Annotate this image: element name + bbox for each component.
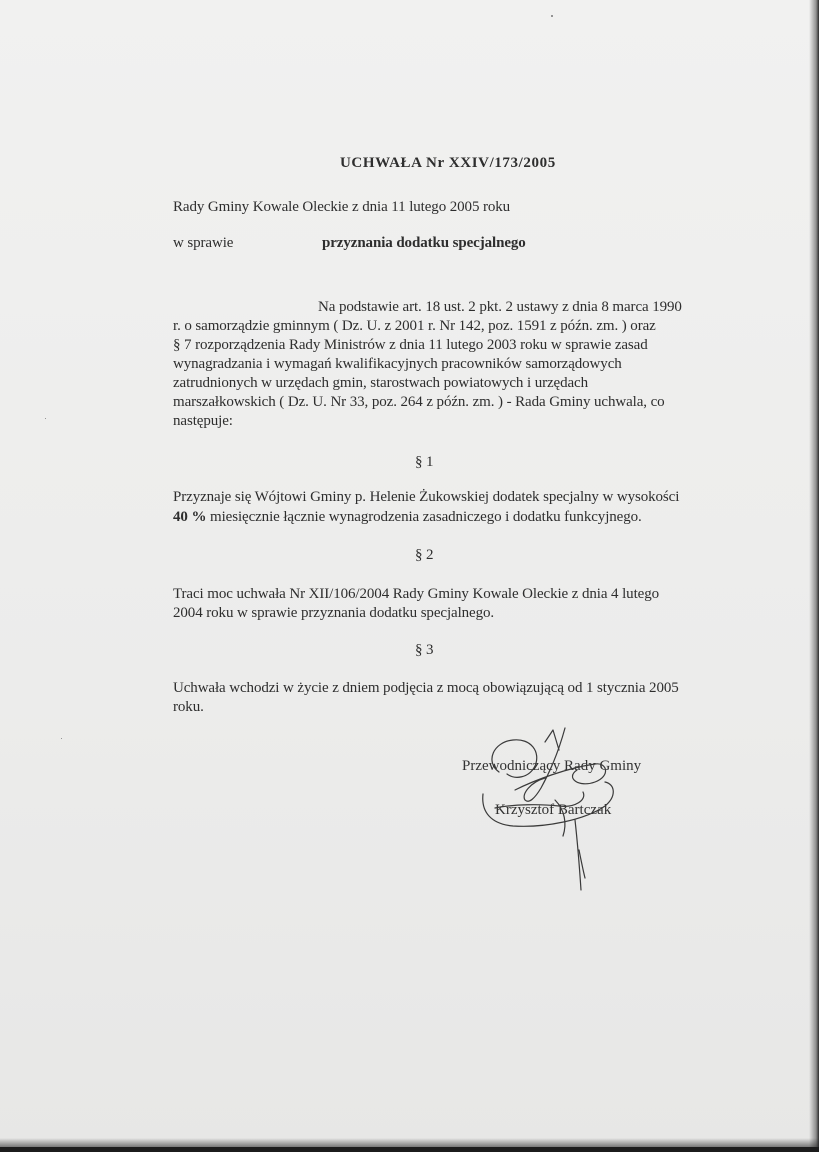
section-heading-3: § 3 bbox=[415, 642, 434, 658]
preamble-line: r. o samorządzie gminnym ( Dz. U. z 2001 r. Nr 142, poz. 1591 z późn. zm. ) oraz bbox=[173, 318, 656, 334]
section-3-line: Uchwała wchodzi w życie z dniem podjęcia z mocą obowiązującą od 1 stycznia 2005 bbox=[173, 680, 679, 696]
signatory-name: Krzysztof Bartczak bbox=[495, 802, 612, 818]
subject-label: w sprawie bbox=[173, 235, 234, 251]
preamble-line: zatrudnionych w urzędach gmin, starostwach powiatowych i urzędach bbox=[173, 375, 589, 391]
scan-shadow-right bbox=[809, 0, 819, 1152]
section-1-line bbox=[173, 507, 642, 528]
scan-speck bbox=[45, 418, 46, 419]
section-3-line: roku. bbox=[173, 699, 204, 715]
section-2-line: Traci moc uchwała Nr XII/106/2004 Rady Gminy Kowale Oleckie z dnia 4 lutego bbox=[173, 586, 659, 602]
preamble-line: marszałkowskich ( Dz. U. Nr 33, poz. 264 z późn. zm. ) - Rada Gminy uchwala, co bbox=[173, 394, 665, 410]
subject-text: przyznania dodatku specjalnego bbox=[322, 235, 526, 251]
handwritten-signature-icon bbox=[455, 720, 665, 900]
signature-block bbox=[455, 720, 665, 900]
section-2-line: 2004 roku w sprawie przyznania dodatku specjalnego. bbox=[173, 605, 495, 621]
section-1-line-rest: miesięcznie łącznie wynagrodzenia zasadniczego i dodatku funkcyjnego. bbox=[206, 509, 642, 525]
percentage-value: 40 % bbox=[173, 509, 207, 525]
preamble-line: Na podstawie art. 18 ust. 2 pkt. 2 ustawy z dnia 8 marca 1990 bbox=[318, 299, 682, 315]
preamble-line: wynagradzania i wymagań kwalifikacyjnych pracowników samorządowych bbox=[173, 356, 622, 372]
document-title: UCHWAŁA Nr XXIV/173/2005 bbox=[340, 155, 556, 171]
issuer-line: Rady Gminy Kowale Oleckie z dnia 11 lutego 2005 roku bbox=[173, 199, 511, 215]
scan-speck bbox=[61, 738, 62, 739]
section-heading-1: § 1 bbox=[415, 454, 434, 470]
scan-shadow-bottom bbox=[0, 1138, 819, 1152]
section-1-line: Przyznaje się Wójtowi Gminy p. Helenie Żukowskiej dodatek specjalny w wysokości bbox=[173, 489, 680, 505]
preamble-line: § 7 rozporządzenia Rady Ministrów z dnia 11 lutego 2003 roku w sprawie zasad bbox=[173, 337, 648, 353]
preamble-line: następuje: bbox=[173, 413, 233, 429]
scan-speck bbox=[551, 15, 553, 17]
section-heading-2: § 2 bbox=[415, 547, 434, 563]
signatory-role: Przewodniczący Rady Gminy bbox=[462, 758, 642, 774]
